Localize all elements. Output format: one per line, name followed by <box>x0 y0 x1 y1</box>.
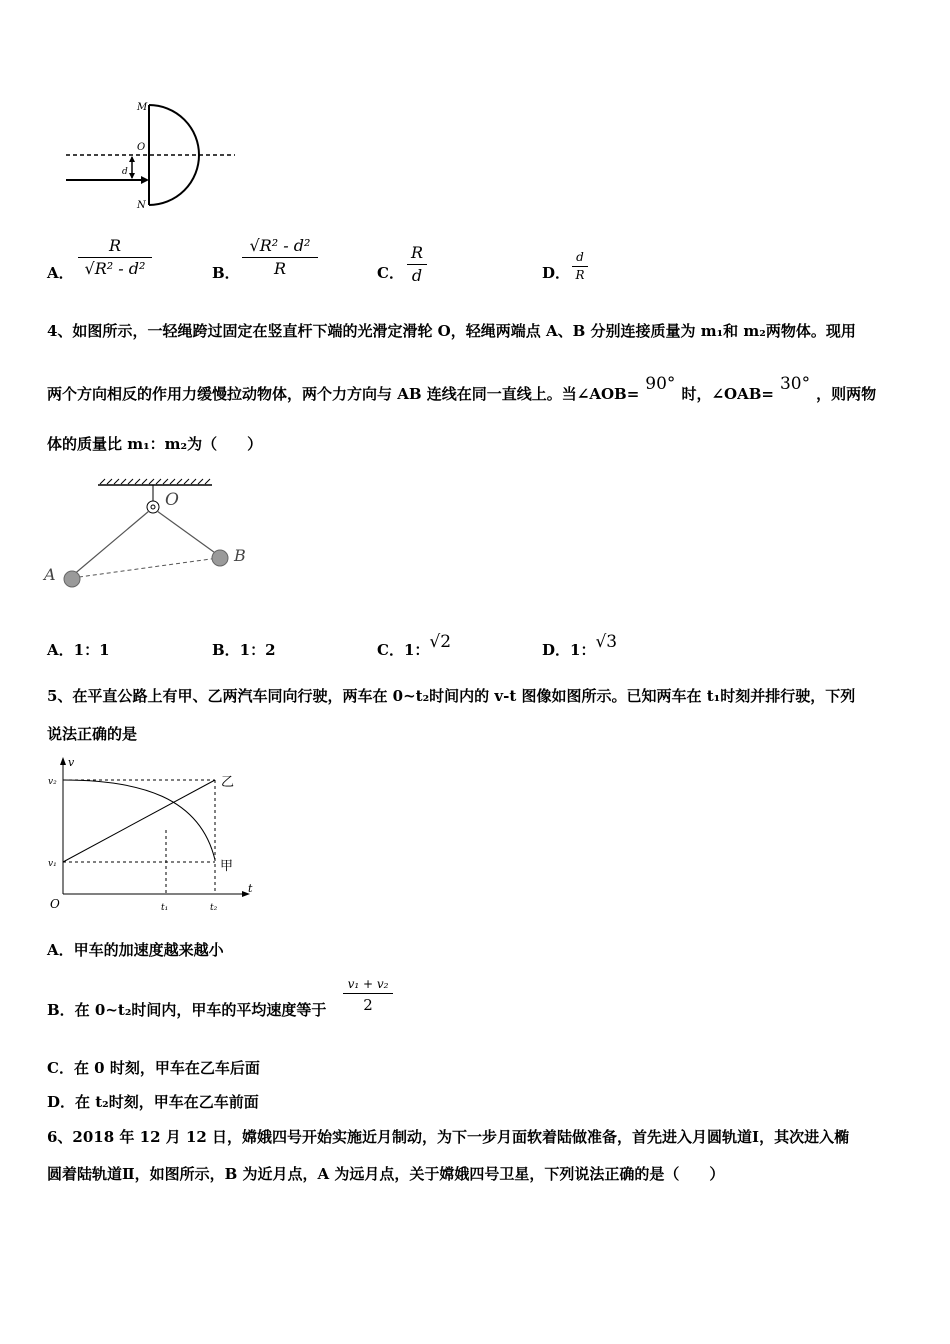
q4-line-1: 4、如图所示，一轻绳跨过固定在竖直杆下端的光滑定滑轮 O，轻绳两端点 A、B 分别连接质量为 m₁和 m₂两物体。现用 <box>47 322 856 340</box>
q4-option-d-text: D．1： <box>542 641 596 659</box>
q6-line-1: 6、2018 年 12 月 12 日，嫦娥四号开始实施近月制动，为下一步月面软着陆做准备，首先进入月圆轨道Ⅰ，其次进入椭 <box>47 1128 850 1146</box>
q4-line-2-c: ，则两物 <box>816 385 877 403</box>
q4-line-3: 体的质量比 m₁：m₂为（ ） <box>47 435 263 453</box>
q3-label-d: d <box>122 167 128 177</box>
q3-d-num: d <box>576 250 584 264</box>
q3-option-d-letter: D． <box>542 264 571 282</box>
q4-line-2-a: 两个方向相反的作用力缓慢拉动物体，两个力方向与 AB 连线在同一直线上。当∠AOB= <box>47 385 640 403</box>
q3-option-d-fraction <box>572 250 588 283</box>
q3-b-num: √R² - d² <box>249 236 311 255</box>
q5-b-num: v₁ + v₂ <box>347 977 389 991</box>
q4-pulley-diagram <box>40 470 270 595</box>
series-yi-line <box>63 780 215 862</box>
q4-option-d[interactable] <box>542 632 618 660</box>
q3-option-b-fraction <box>242 236 318 279</box>
q4-line-2 <box>47 374 877 404</box>
chart-tick-t2: t₂ <box>210 903 218 913</box>
q3-c-num: R <box>410 243 424 262</box>
q5-option-a[interactable]: A．甲车的加速度越来越小 <box>47 941 224 959</box>
q5-b-den: 2 <box>363 996 373 1014</box>
q3-option-b-letter: B． <box>212 264 240 282</box>
chart-tick-v2: v₂ <box>48 777 57 787</box>
q3-option-d[interactable] <box>542 262 570 283</box>
q3-semicircle-diagram <box>60 95 245 215</box>
q3-b-den: R <box>273 259 287 278</box>
q3-option-a-fraction <box>78 236 152 279</box>
q3-label-O: O <box>137 142 146 153</box>
q6-line-2: 圆着陆轨道Ⅱ，如图所示，B 为近月点，A 为远月点，关于嫦娥四号卫星，下列说法正确的是（ ） <box>47 1165 725 1183</box>
q5-option-c[interactable]: C．在 0 时刻，甲车在乙车后面 <box>47 1059 260 1077</box>
chart-label-jia: 甲 <box>220 859 234 874</box>
q3-option-a[interactable] <box>47 262 74 283</box>
q4-fig-label-B: B <box>234 546 246 565</box>
q3-option-c[interactable] <box>377 262 404 283</box>
q5-option-b[interactable]: B．在 0~t₂时间内，甲车的平均速度等于 <box>47 1001 327 1019</box>
q5-line-1: 5、在平直公路上有甲、乙两汽车同向行驶，两车在 0~t₂时间内的 v-t 图像如图所示。已知两车在 t₁时刻并排行驶，下列 <box>47 687 856 705</box>
q4-fig-label-A: A <box>44 565 56 584</box>
chart-label-yi: 乙 <box>221 775 235 790</box>
chart-ylabel: v <box>68 756 75 769</box>
q4-line-2-b: 时，∠OAB= <box>681 385 774 403</box>
chart-xlabel: t <box>248 882 253 895</box>
q3-c-den: d <box>411 266 423 285</box>
q4-option-c-text: C．1： <box>377 641 430 659</box>
q3-d-den: R <box>575 268 585 282</box>
q4-fig-label-O: O <box>165 490 179 510</box>
q4-option-b[interactable]: B．1：2 <box>212 641 276 659</box>
q5-vt-chart <box>40 752 265 917</box>
q3-option-c-letter: C． <box>377 264 404 282</box>
q4-option-c[interactable] <box>377 632 452 660</box>
chart-tick-t1: t₁ <box>161 903 169 913</box>
q3-option-a-letter: A． <box>47 264 74 282</box>
q3-option-b[interactable] <box>212 262 240 283</box>
q3-a-den: √R² - d² <box>84 259 146 278</box>
q4-option-d-value: √3 <box>595 632 618 652</box>
q5-option-d[interactable]: D．在 t₂时刻，甲车在乙车前面 <box>47 1093 259 1111</box>
q4-option-c-value: √2 <box>429 632 452 652</box>
q4-angle-aob: 90° <box>645 374 676 394</box>
q3-label-M: M <box>137 102 148 113</box>
q3-label-N: N <box>137 200 146 211</box>
q3-option-c-fraction <box>407 243 427 286</box>
q3-a-num: R <box>108 236 122 255</box>
q5-option-b-fraction <box>343 976 393 1015</box>
chart-tick-v1: v₁ <box>48 859 57 869</box>
q5-line-2: 说法正确的是 <box>47 725 138 743</box>
chart-origin: O <box>50 897 60 911</box>
q4-option-a[interactable]: A．1：1 <box>47 641 110 659</box>
q4-angle-oab: 30° <box>779 374 811 394</box>
